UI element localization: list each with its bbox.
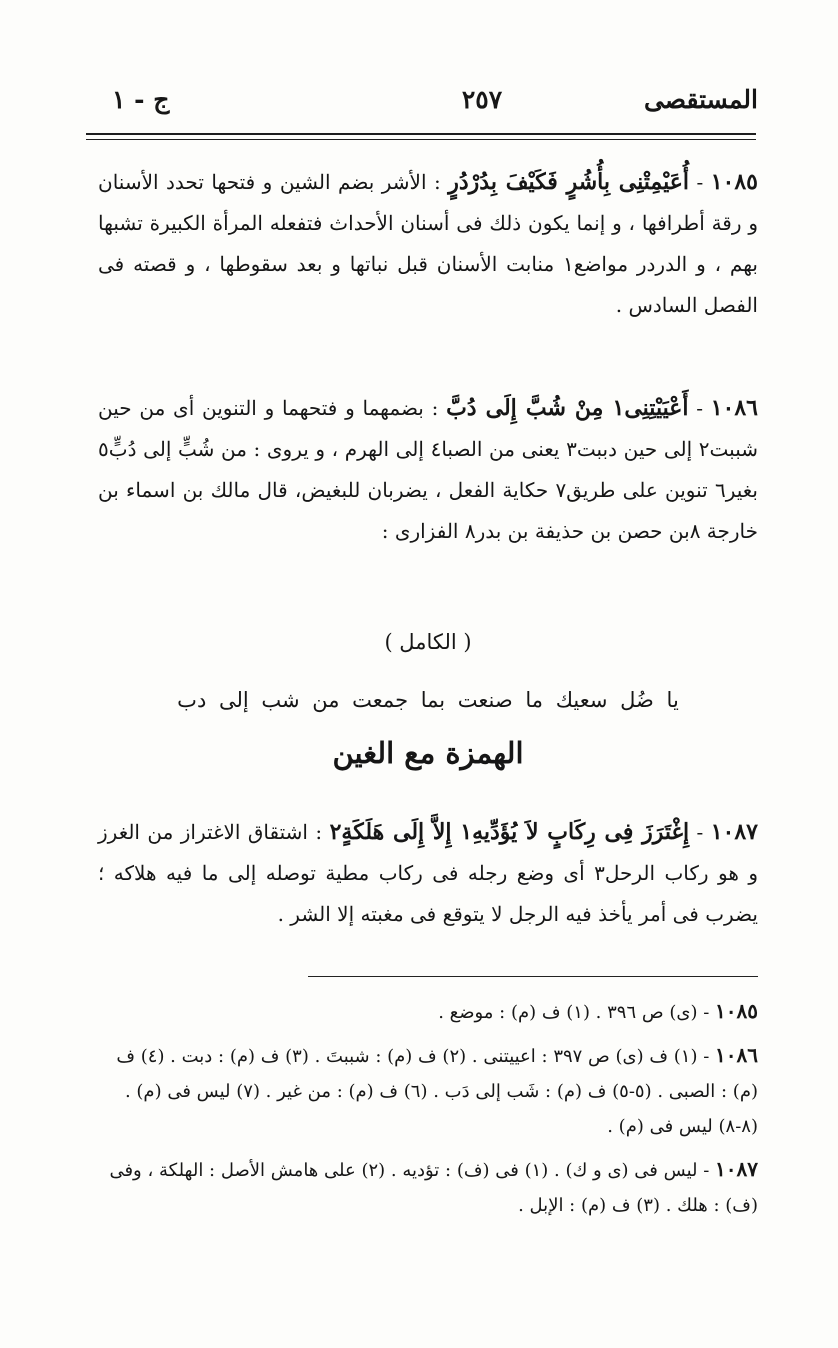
footnote-text: - (١) ف (ى) ص ٣٩٧ : اعييتنى . (٢) ف (م) : شببتَ . (٣) ف (م) : دبت . (٤) ف (م) : الصبى . (٥-٥) ف (م) : شَب إلى دَب . (٦) ف (م) : من غير . (٧) ليس فى (م) . (٨-٨) ليس فى (م) .: [116, 1046, 758, 1137]
entry-1085: [98, 162, 758, 326]
page-header: [92, 84, 758, 124]
page-number: ٢٥٧: [461, 85, 503, 114]
entry-paragraph: ١٠٨٧ - إِغْتَرَزَ فِى رِكَابٍ لاَ يُؤَدِّيهِ١ إِلاَّ إِلَى هَلَكَةٍ٢ : اشتقاق الاغتراز من الغرز و هو ركاب الرحل٣ أى وضع رجله فى ركاب مطية توصله إلى ما فيه هلاكه ؛ يضرب فى أمر يأخذ فيه الرجل لا يتوقع فى مغبته إلا الشر .: [98, 819, 758, 926]
footnotes: [98, 994, 758, 1231]
poem-verse: يا ضُل سعيك ما صنعت بما جمعت من شب إلى دب: [177, 688, 679, 712]
footnote-number: ١٠٨٧: [715, 1157, 758, 1181]
entry-paragraph: ١٠٨٦ - أَعْيَيْتِنِى١ مِنْ شُبَّ إِلَى دُبَّ : بضمهما و فتحهما و التنوين أى من حين شببت٢ إلى حين دببت٣ يعنى من الصبا٤ إلى الهرم ، و يروى : من شُبٍّ إلى دُبٍّ٥ بغير٦ تنوين على طريق٧ حكاية الفعل ، يضربان للبغيض، قال مالك بن اسماء بن خارجة ٨بن حصن بن حذيفة بن بدر٨ الفزارى :: [98, 395, 758, 543]
proverb-text: إِغْتَرَزَ فِى رِكَابٍ لاَ يُؤَدِّيهِ١ إِلاَّ إِلَى هَلَكَةٍ٢: [329, 819, 690, 845]
section-title: الهمزة مع الغين: [332, 736, 524, 770]
header-rule: [86, 133, 756, 135]
entry-commentary: : الأشر بضم الشين و فتحها تحدد الأسنان و رقة أطرافها ، و إنما يكون ذلك فى أسنان الأحداث فتفعله المرأة الكبيرة تشبها بهم ، و الدردر مواضع١ منابت الأسنان قبل نباتها و بعد سقوطها ، و قصته فى الفصل السادس .: [98, 170, 758, 317]
entry-number: ١٠٨٥: [710, 169, 758, 195]
footnote-text: - (ى) ص ٣٩٦ . (١) ف (م) : موضع .: [438, 1002, 710, 1023]
entry-paragraph: ١٠٨٥ - أُعَيْمِتْنِى بِأُشُرٍ فَكَيْفَ بِدُرْدُرٍ : الأشر بضم الشين و فتحها تحدد الأسنان و رقة أطرافها ، و إنما يكون ذلك فى أسنان الأحداث فتفعله المرأة الكبيرة تشبها بهم ، و الدردر مواضع١ منابت الأسنان قبل نباتها و بعد سقوطها ، و قصته فى الفصل السادس .: [98, 169, 758, 317]
footnote: [98, 1152, 758, 1223]
entry-number: ١٠٨٦: [710, 395, 758, 421]
entry-number: ١٠٨٧: [710, 819, 758, 845]
book-title: المستقصى: [643, 85, 758, 114]
footnote-text: - ليس فى (ى و ك) . (١) فى (ف) : تؤديه . (٢) على هامش الأصل : الهلكة ، وفى (ف) : هلك . (٣) ف (م) : الإبل .: [109, 1160, 758, 1216]
entry-commentary: : اشتقاق الاغتراز من الغرز و هو ركاب الرحل٣ أى وضع رجله فى ركاب مطية توصله إلى ما فيه هلاكه ؛ يضرب فى أمر يأخذ فيه الرجل لا يتوقع فى مغبته إلا الشر .: [98, 820, 758, 926]
footnote-number: ١٠٨٥: [715, 999, 758, 1023]
footnote-rule: [308, 976, 758, 977]
footnote: [98, 1038, 758, 1144]
entry-commentary: : بضمهما و فتحهما و التنوين أى من حين شببت٢ إلى حين دببت٣ يعنى من الصبا٤ إلى الهرم ، و يروى : من شُبٍّ إلى دُبٍّ٥ بغير٦ تنوين على طريق٧ حكاية الفعل ، يضربان للبغيض، قال مالك بن اسماء بن خارجة ٨بن حصن بن حذيفة بن بدر٨ الفزارى :: [98, 396, 758, 543]
volume-label: ج - ١: [112, 85, 170, 114]
proverb-text: أَعْيَيْتِنِى١ مِنْ شُبَّ إِلَى دُبَّ: [446, 395, 689, 421]
proverb-text: أُعَيْمِتْنِى بِأُشُرٍ فَكَيْفَ بِدُرْدُرٍ: [448, 169, 689, 195]
footnote: [98, 994, 758, 1030]
header-rule-thin: [86, 139, 756, 140]
entry-1086: [98, 388, 758, 552]
entry-1087: [98, 812, 758, 935]
footnote-number: ١٠٨٦: [715, 1043, 758, 1067]
poem-meter: ( الكامل ): [384, 630, 472, 654]
